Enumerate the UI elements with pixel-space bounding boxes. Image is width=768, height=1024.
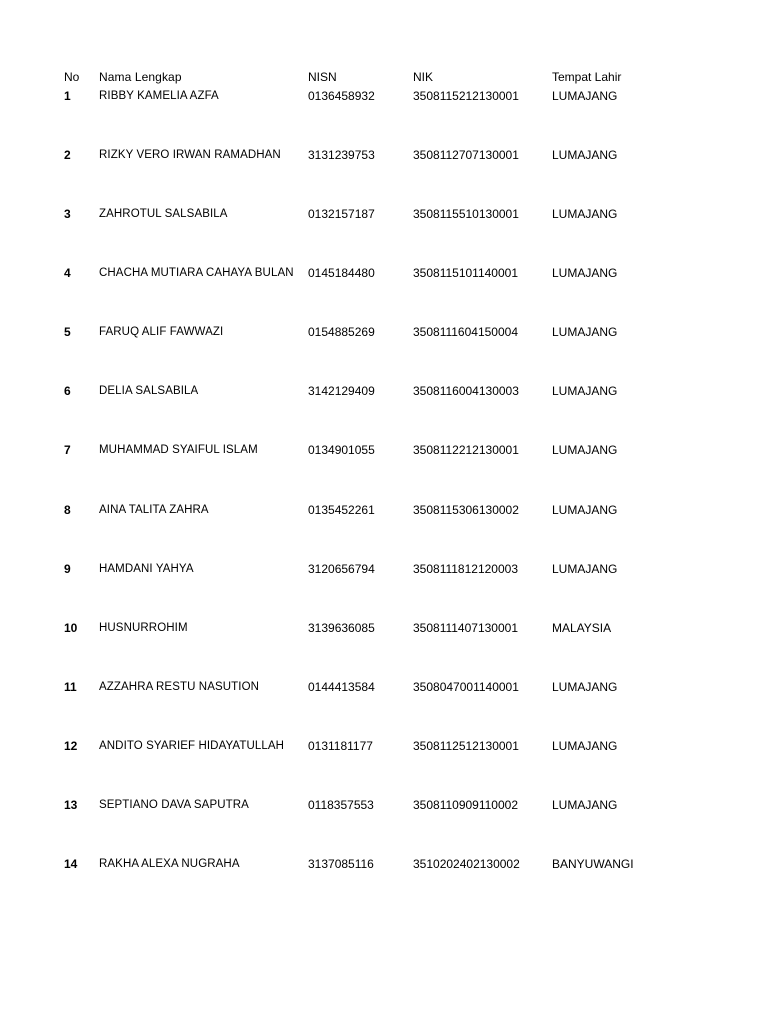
row-tempat-lahir: LUMAJANG — [552, 384, 618, 398]
row-nisn: 0144413584 — [308, 680, 375, 694]
table-row — [0, 87, 768, 105]
row-no: 5 — [64, 325, 71, 339]
table-row — [0, 560, 768, 578]
row-nama: FARUQ ALIF FAWWAZI — [99, 326, 224, 338]
row-nama: SEPTIANO DAVA SAPUTRA — [99, 799, 249, 811]
row-nisn: 0132157187 — [308, 207, 375, 221]
row-no: 9 — [64, 562, 71, 576]
row-nisn: 0131181177 — [308, 739, 373, 753]
row-tempat-lahir: LUMAJANG — [552, 89, 618, 103]
row-nisn: 0134901055 — [308, 443, 375, 457]
row-nisn: 3131239753 — [308, 148, 375, 162]
row-nik: 3508115212130001 — [413, 89, 519, 103]
row-nisn: 3142129409 — [308, 384, 375, 398]
row-nisn: 0136458932 — [308, 89, 375, 103]
table-row — [0, 264, 768, 282]
row-nik: 3508112212130001 — [413, 443, 519, 457]
table-row — [0, 323, 768, 341]
row-nama: MUHAMMAD SYAIFUL ISLAM — [99, 444, 258, 456]
row-nama: AINA TALITA ZAHRA — [99, 504, 209, 516]
row-nama: DELIA SALSABILA — [99, 385, 199, 397]
row-nama: RIZKY VERO IRWAN RAMADHAN — [99, 149, 281, 161]
row-no: 8 — [64, 503, 71, 517]
row-no: 10 — [64, 621, 78, 635]
row-nik: 3508111604150004 — [413, 325, 518, 339]
row-nama: HUSNURROHIM — [99, 622, 188, 634]
row-nik: 3508116004130003 — [413, 384, 519, 398]
row-nisn: 3139636085 — [308, 621, 375, 635]
row-tempat-lahir: LUMAJANG — [552, 680, 618, 694]
row-nisn: 3137085116 — [308, 857, 374, 871]
row-no: 11 — [64, 680, 77, 694]
row-nik: 3508110909110002 — [413, 798, 518, 812]
row-no: 13 — [64, 798, 78, 812]
row-nisn: 0154885269 — [308, 325, 375, 339]
row-tempat-lahir: LUMAJANG — [552, 443, 618, 457]
row-tempat-lahir: LUMAJANG — [552, 562, 618, 576]
row-tempat-lahir: LUMAJANG — [552, 148, 618, 162]
table-row — [0, 855, 768, 873]
row-no: 4 — [64, 266, 71, 280]
row-no: 6 — [64, 384, 71, 398]
row-nisn: 0135452261 — [308, 503, 375, 517]
table-row — [0, 678, 768, 696]
row-tempat-lahir: LUMAJANG — [552, 798, 618, 812]
row-nama: CHACHA MUTIARA CAHAYA BULAN — [99, 267, 294, 279]
row-nisn: 3120656794 — [308, 562, 375, 576]
row-no: 12 — [64, 739, 78, 753]
row-nik: 3508112512130001 — [413, 739, 519, 753]
row-nik: 3508112707130001 — [413, 148, 519, 162]
header-nik: NIK — [413, 70, 434, 84]
row-nik: 3508115306130002 — [413, 503, 519, 517]
table-row — [0, 205, 768, 223]
row-tempat-lahir: LUMAJANG — [552, 739, 618, 753]
row-nik: 3508115510130001 — [413, 207, 519, 221]
table-row — [0, 146, 768, 164]
row-no: 14 — [64, 857, 78, 871]
row-nisn: 0118357553 — [308, 798, 374, 812]
header-nisn: NISN — [308, 70, 337, 84]
header-tempat-lahir: Tempat Lahir — [552, 70, 622, 84]
row-nama: ANDITO SYARIEF HIDAYATULLAH — [99, 740, 285, 752]
table-row — [0, 796, 768, 814]
table-header-row — [0, 68, 768, 86]
row-nama: RIBBY KAMELIA AZFA — [99, 90, 219, 102]
row-nik: 3508111812120003 — [413, 562, 518, 576]
table-row — [0, 619, 768, 637]
table-row — [0, 501, 768, 519]
row-tempat-lahir: LUMAJANG — [552, 266, 618, 280]
row-tempat-lahir: BANYUWANGI — [552, 857, 634, 871]
row-no: 3 — [64, 207, 71, 221]
row-tempat-lahir: LUMAJANG — [552, 503, 618, 517]
row-tempat-lahir: LUMAJANG — [552, 325, 618, 339]
row-no: 1 — [64, 89, 71, 103]
row-nik: 3508115101140001 — [413, 266, 518, 280]
row-tempat-lahir: LUMAJANG — [552, 207, 618, 221]
row-nama: HAMDANI YAHYA — [99, 563, 194, 575]
table-row — [0, 382, 768, 400]
row-nik: 3510202402130002 — [413, 857, 520, 871]
table-row — [0, 441, 768, 459]
row-nisn: 0145184480 — [308, 266, 375, 280]
row-nik: 3508111407130001 — [413, 621, 518, 635]
row-nama: RAKHA ALEXA NUGRAHA — [99, 858, 240, 870]
row-tempat-lahir: MALAYSIA — [552, 621, 612, 635]
row-no: 2 — [64, 148, 71, 162]
header-nama-lengkap: Nama Lengkap — [99, 70, 182, 84]
row-nama: AZZAHRA RESTU NASUTION — [99, 681, 260, 693]
table-row — [0, 737, 768, 755]
header-no: No — [64, 70, 80, 84]
row-nama: ZAHROTUL SALSABILA — [99, 208, 228, 220]
row-nik: 3508047001140001 — [413, 680, 519, 694]
row-no: 7 — [64, 443, 71, 457]
